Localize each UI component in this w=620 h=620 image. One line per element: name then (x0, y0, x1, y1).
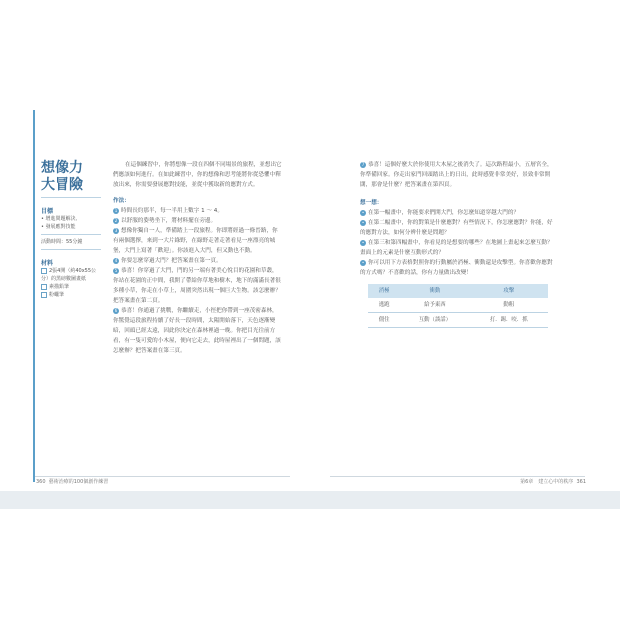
time-label: 活動時間：55分鐘 (41, 239, 83, 245)
chapter-title: 第6章 建立心中的秩序 (520, 479, 574, 485)
bullet-icon: • (361, 219, 365, 225)
goal-item: • 發展應對技能 (41, 224, 76, 230)
table-cell: 互動（談話） (400, 313, 469, 328)
table-header: 攻擊 (469, 284, 548, 298)
question-item: • 在第一幅畫中，你能要求們開大門，你怎麼知道穿越大門的？ (361, 209, 520, 216)
footer-rule (330, 476, 585, 477)
divider (41, 234, 101, 235)
step-number-icon: 2 (114, 217, 118, 223)
bullet-icon: • (361, 259, 365, 265)
step-item: 4 你要怎麼穿過大門？把答案畫在第一頁。 (114, 257, 222, 264)
table-cell: 僵住 (368, 313, 400, 328)
question-item: • 在第三和第四幅畫中，你看見的是想要的哪些？在地圖上畫起來怎麼互動？畫面上的元素是什麼互動形式的？ (360, 239, 553, 256)
material-item: 2張4開（約40x55公分）的黑磅數圖畫紙 (41, 268, 97, 282)
checkbox-icon (41, 292, 47, 298)
table-row (368, 313, 548, 328)
goal-heading: 目標 (41, 208, 54, 215)
intro-paragraph: 在這個練習中，你將想像一段在四個不同場景的旅程，並想出它們應該如何進行。在如此練習中，你的想像和思考能將你從恐懼中釋放出來，你需要發展應對技能，並從中獲取新的應對方式。 (113, 162, 282, 188)
footer-left (36, 478, 108, 485)
response-table (368, 284, 548, 328)
sidebar-accent-bar (33, 110, 35, 482)
step-item: 3 想像你獨自一人，準備踏上一段旅程。你即將經過一條晉路，你有兩個選擇，來到一大片綠野，在綠野走著走著看見一座漂亮的城堡，大門上寫著「歡迎」。你該進入大門，但又動也不動。 (113, 227, 278, 254)
step-number-icon: 3 (114, 227, 118, 233)
table-header: 消極 (368, 284, 400, 298)
step-item: 1 時間長約那半，每一半用上數字 1 ～ 4。 (114, 207, 223, 214)
divider (41, 249, 101, 250)
material-heading: 材料 (41, 260, 54, 267)
step-number-icon: 4 (114, 257, 118, 263)
goal-item: • 增進問題解決、 (41, 216, 81, 222)
table-cell: 打．踢．咬．抓 (469, 313, 548, 328)
page-bottom-band (0, 491, 620, 509)
step-item: 2 以舒服的姿勢坐下，將材料擺在旁邊。 (114, 217, 217, 224)
table-header-row (368, 284, 548, 298)
table-cell: 動粗 (469, 298, 548, 313)
table-header: 衝動 (400, 284, 469, 298)
checkbox-icon (41, 268, 47, 274)
step-item: 5 恭喜！你穿過了大門，門的另一端有著美心悅目的花園和草叢，你站在花園的正中間，我開了帶給你草地和樹木，地下的滿滿長著很多種小草，你走在小草上，周圍突然出現一個巨大生物。該怎麼辦？把答案畫在第二頁。 (113, 267, 281, 304)
material-item: 粉蠟筆 (41, 291, 101, 299)
right-column (360, 160, 555, 328)
footer-right (520, 478, 586, 485)
method-heading: 作法： (113, 198, 130, 204)
checkbox-icon (41, 284, 47, 290)
table-row (368, 298, 548, 313)
material-item: 素描鉛筆 (41, 283, 101, 291)
step-item: 7 恭喜！這個好麼大於你使用大木屋之後消失了。這次路程最小，五層宮全，你準備回家。你走出家門回頭踏出上的日出，此時感覺非常美好，景致非常開闊，那會是什麼？把答案畫在第四頁。 (360, 161, 553, 188)
left-column (113, 160, 283, 356)
step-number-icon: 5 (114, 267, 118, 273)
bullet-icon: • (361, 209, 365, 215)
sidebar (41, 160, 101, 299)
bullet-icon: • (361, 239, 365, 245)
step-item: 6 恭喜！你通過了挑戰，你繼續走，小徑把你帶到一座茂密森林，你驚覺這段旅程持續了好長一段時間，太陽開始落下，天色逐漸變暗，回頭已經太遠，因此你決定在森林裡過一晚。你把目光往前方看，有一隻可愛的小木屋，便向它走去，此時屋裡出了一個問題，該怎麼辦？把答案畫在第三頁。 (113, 307, 281, 354)
table-cell: 逃跑 (368, 298, 400, 313)
question-item: • 你可以用下方表格對照你的行動屬於消極、衝動還是攻擊型。你喜歡你應對的方式嗎？不喜歡的話，你有力量做出改變！ (360, 259, 553, 276)
page-number: 360 (36, 479, 46, 485)
reflect-heading: 想一想： (360, 200, 383, 206)
divider (41, 197, 101, 198)
footer-rule (35, 476, 290, 477)
table-cell: 給予東西 (400, 298, 469, 313)
page-title: 想像力 大冒險 (41, 160, 83, 193)
page-number: 361 (576, 479, 586, 485)
book-title: 藝術治療的100個創作練習 (48, 479, 109, 485)
question-item: • 在第二幅畫中，你的對策是什麼應對？有些情況下，你怎麼應對？你能，好的應對方法，如何分辨什麼是問題？ (360, 219, 553, 236)
step-number-icon: 1 (114, 207, 118, 213)
step-number-icon: 7 (361, 161, 365, 167)
step-number-icon: 6 (114, 307, 118, 313)
